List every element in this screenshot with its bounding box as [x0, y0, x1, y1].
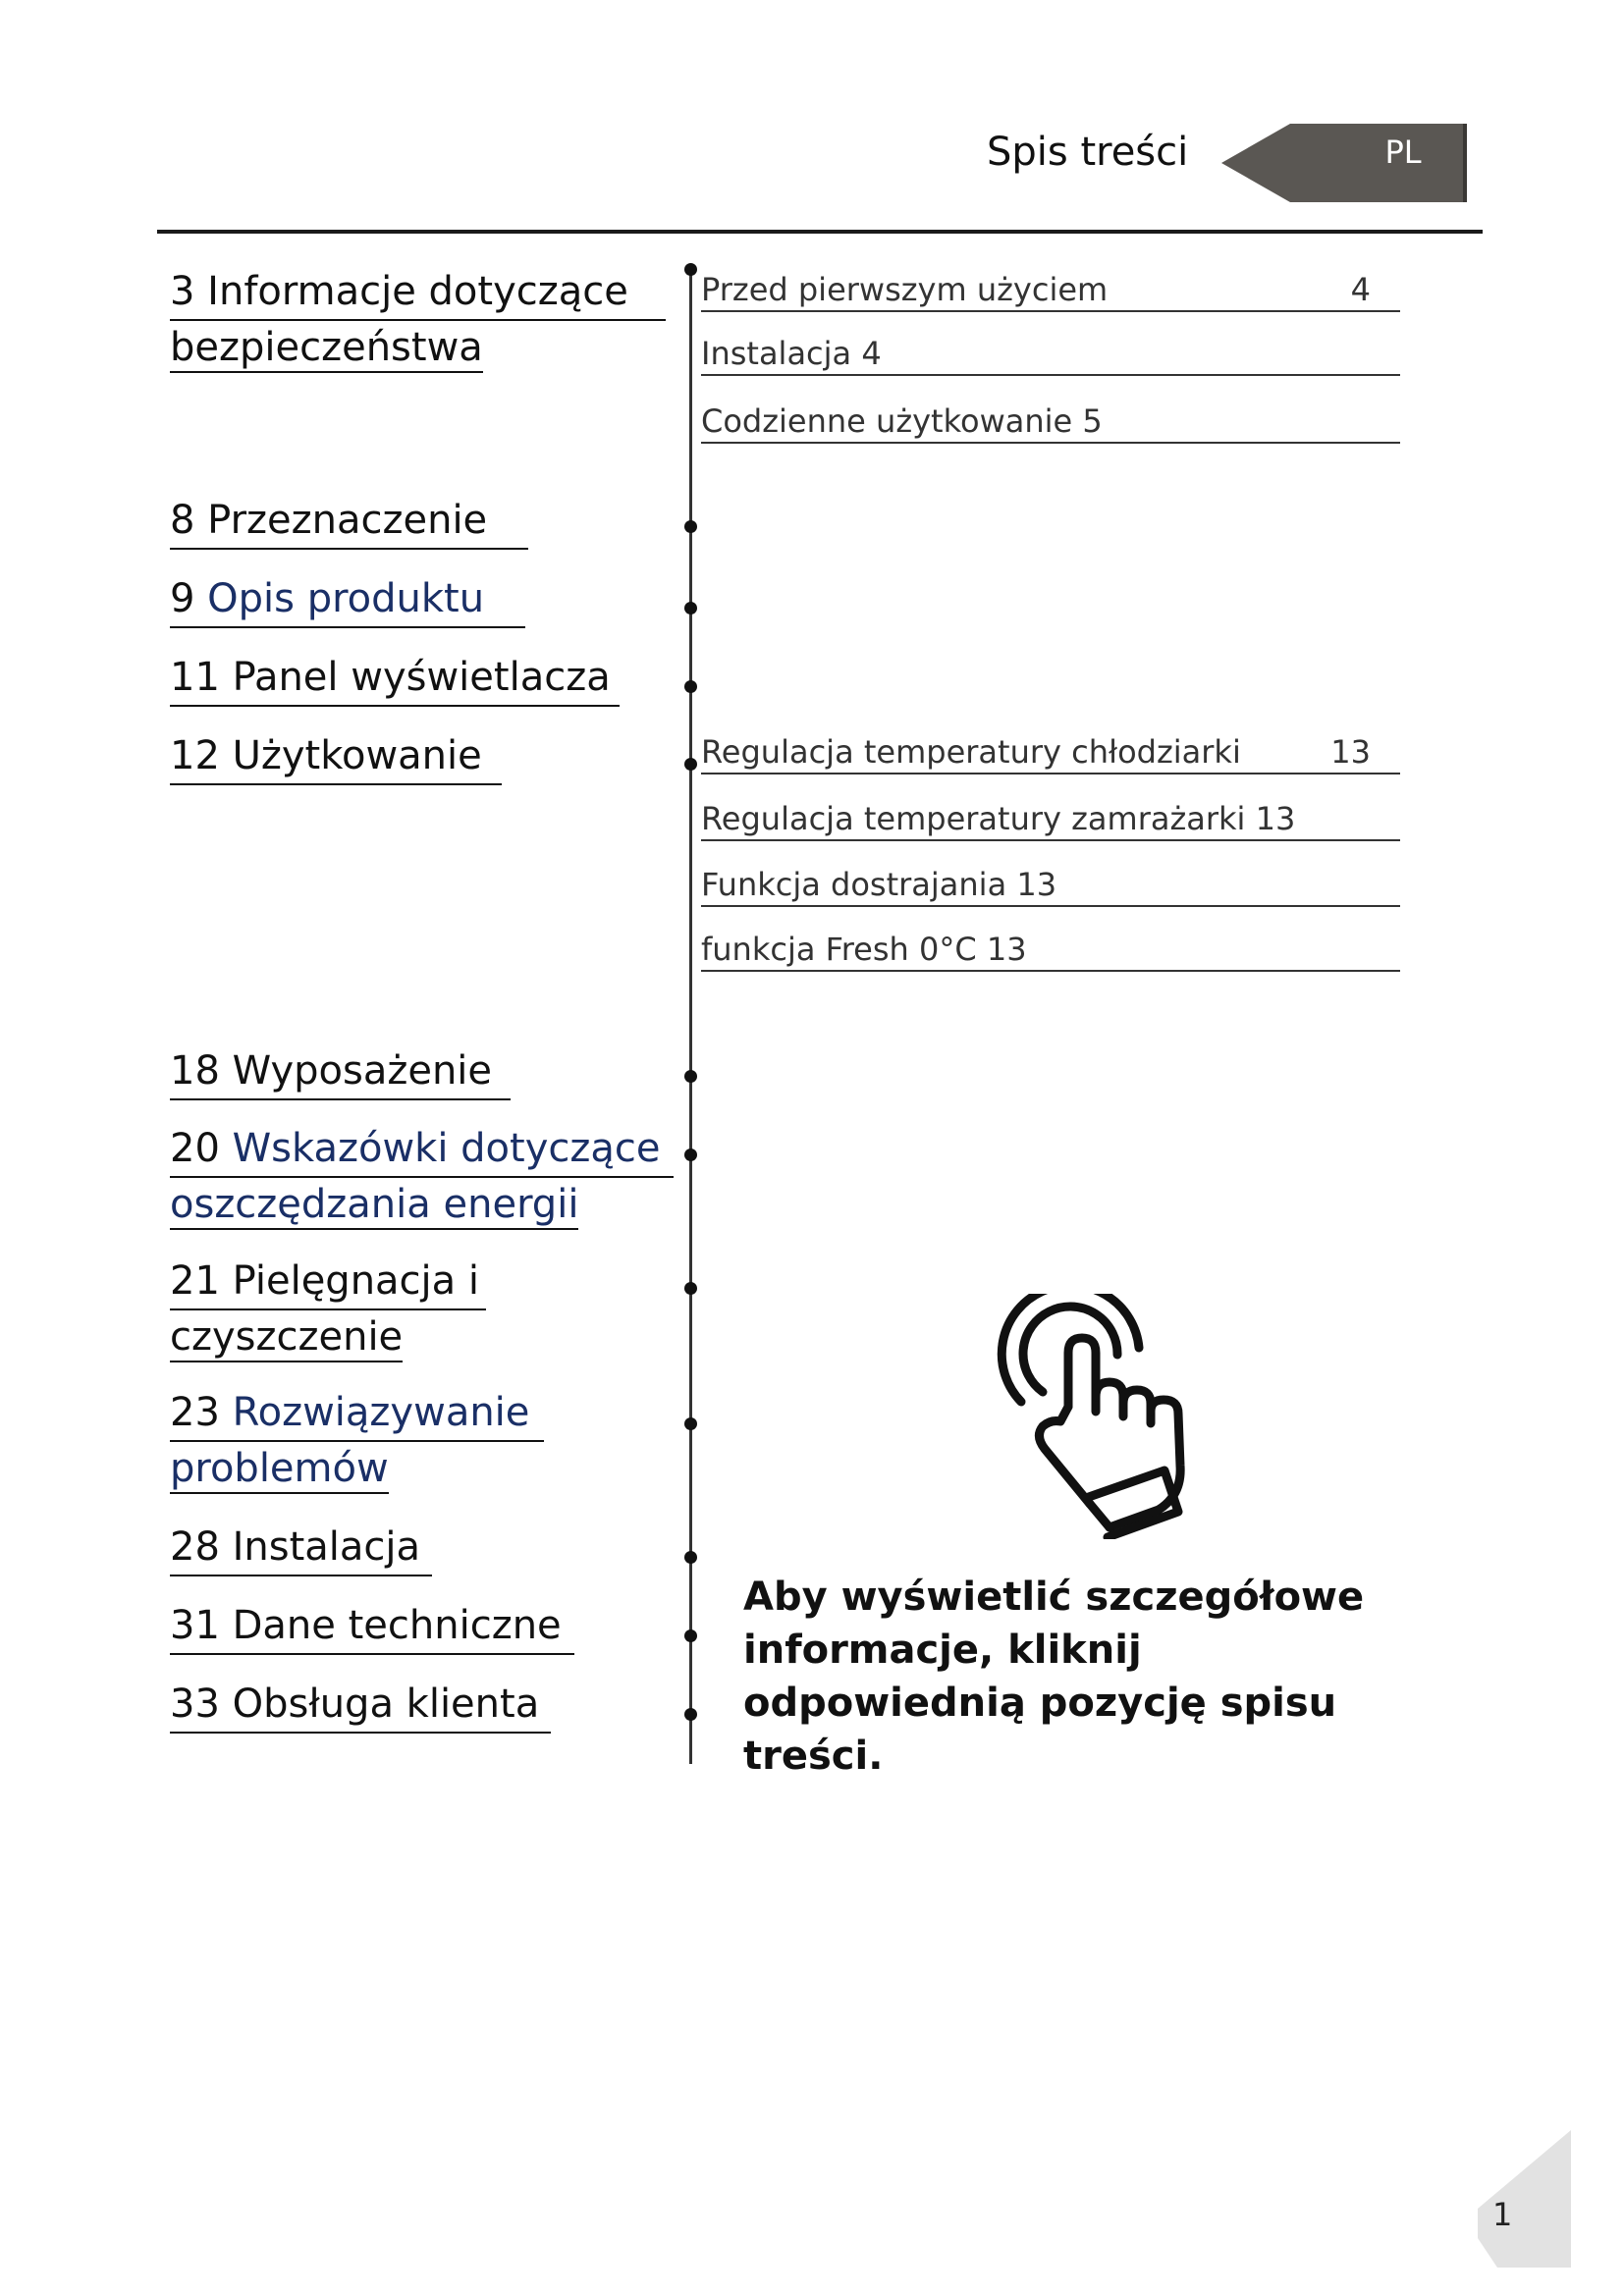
page-number: 1	[1492, 2196, 1513, 2233]
language-label: PL	[1384, 133, 1422, 171]
toc-subentry-fridge-temperature[interactable]	[701, 733, 1400, 774]
timeline-dot	[684, 602, 697, 614]
toc-entry-link[interactable]: oszczędzania energii	[170, 1182, 578, 1230]
timeline-dot	[684, 1148, 697, 1161]
toc-subentry-page: 13	[1330, 733, 1371, 771]
toc-entry-label: bezpieczeństwa	[170, 325, 483, 373]
toc-entry-number: 20	[170, 1126, 220, 1171]
toc-subentry-installation[interactable]	[701, 335, 1400, 376]
toc-subentry-daily-use[interactable]	[701, 402, 1400, 444]
toc-subentry-label: Regulacja temperatury zamrażarki 13	[701, 800, 1296, 837]
toc-entry-label: 31 Dane techniczne	[170, 1599, 574, 1655]
toc-subentry-label: funkcja Fresh 0°C 13	[701, 931, 1027, 968]
toc-entry-safety[interactable]	[170, 265, 671, 374]
timeline-dot	[684, 680, 697, 693]
toc-entry-installation[interactable]	[170, 1521, 432, 1576]
toc-entry-label: 11 Panel wyświetlacza	[170, 651, 620, 707]
toc-entry-customer-service[interactable]	[170, 1678, 551, 1734]
toc-entry-usage[interactable]	[170, 729, 502, 785]
page-title: Spis treści	[987, 130, 1189, 175]
timeline-dot	[684, 1629, 697, 1642]
toc-entry-label: 12 Użytkowanie	[170, 729, 502, 785]
toc-entry-label: 21 Pielęgnacja i	[170, 1255, 486, 1310]
header-divider	[157, 230, 1483, 234]
toc-subentry-label: Funkcja dostrajania 13	[701, 866, 1057, 903]
toc-entry-energy-tips[interactable]	[170, 1122, 680, 1231]
toc-entry-display-panel[interactable]	[170, 651, 620, 707]
toc-entry-link[interactable]: Wskazówki dotyczące	[232, 1126, 661, 1171]
timeline-dot	[684, 1070, 697, 1083]
timeline-dot	[684, 1708, 697, 1721]
timeline-dot	[684, 520, 697, 533]
toc-subentry-label: Codzienne użytkowanie 5	[701, 402, 1103, 440]
timeline-dot	[684, 758, 697, 771]
toc-entry-label: 28 Instalacja	[170, 1521, 432, 1576]
toc-subentry-fresh-zero[interactable]	[701, 931, 1400, 972]
toc-entry-technical-data[interactable]	[170, 1599, 574, 1655]
toc-entry-troubleshooting[interactable]	[170, 1386, 544, 1495]
timeline-dot	[684, 1282, 697, 1295]
toc-entry-link[interactable]: Rozwiązywanie	[232, 1390, 530, 1435]
toc-entry-product-description[interactable]	[170, 572, 525, 628]
toc-subentry-fine-tuning[interactable]	[701, 866, 1400, 907]
toc-entry-label: 8 Przeznaczenie	[170, 494, 528, 550]
touch-hand-icon	[992, 1294, 1227, 1539]
toc-subentry-label: Przed pierwszym użyciem	[701, 271, 1109, 308]
toc-entry-number: 23	[170, 1390, 220, 1435]
toc-subentry-label: Regulacja temperatury chłodziarki	[701, 733, 1241, 771]
navigation-hint: Aby wyświetlić szczegółowe informacje, kliknij odpowiednią pozycję spisu treści.	[743, 1575, 1365, 1779]
toc-entry-label: czyszczenie	[170, 1314, 403, 1362]
toc-timeline	[689, 265, 692, 1764]
toc-subentry-freezer-temperature[interactable]	[701, 800, 1400, 841]
toc-subentry-label: Instalacja 4	[701, 335, 882, 372]
toc-entry-link[interactable]: problemów	[170, 1446, 389, 1494]
toc-entry-label: 18 Wyposażenie	[170, 1044, 511, 1100]
toc-subentry-page: 4	[1350, 271, 1371, 308]
toc-subentry-first-use[interactable]	[701, 271, 1400, 312]
language-tab	[1221, 124, 1467, 202]
timeline-dot	[684, 1417, 697, 1430]
toc-entry-accessories[interactable]	[170, 1044, 511, 1100]
toc-entry-number: 9	[170, 576, 195, 621]
toc-entry-link[interactable]: Opis produktu	[207, 576, 485, 621]
toc-entry-care-cleaning[interactable]	[170, 1255, 486, 1363]
toc-entry-label: 33 Obsługa klienta	[170, 1678, 551, 1734]
timeline-dot	[684, 1551, 697, 1564]
toc-entry-purpose[interactable]	[170, 494, 528, 550]
timeline-dot	[684, 263, 697, 276]
toc-entry-label: 3 Informacje dotyczące	[170, 265, 666, 321]
